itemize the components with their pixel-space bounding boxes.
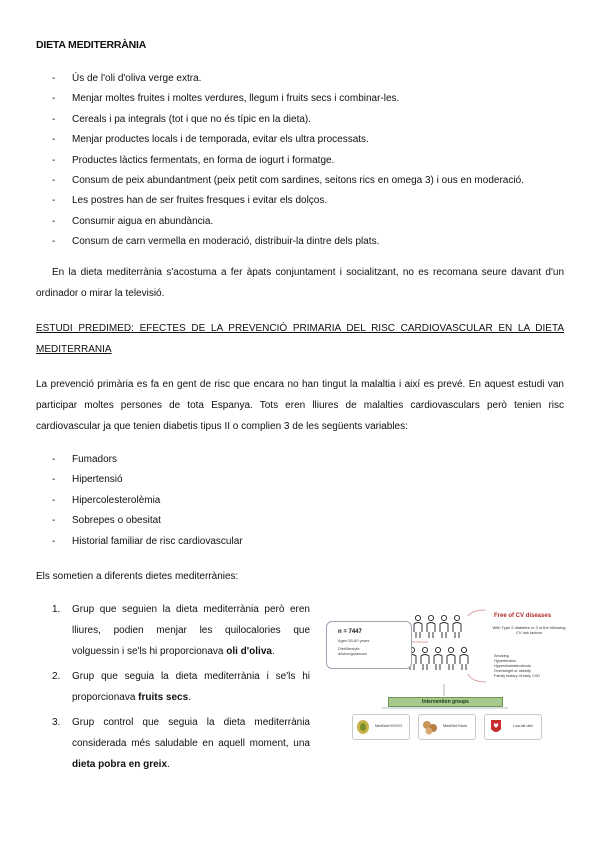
- group-highlight: fruits secs: [138, 692, 189, 703]
- group-card-evoo: [352, 714, 410, 740]
- risk-factor-bullets: [490, 654, 540, 679]
- risk-factor-bullet: Hypertension: [494, 659, 517, 663]
- person-icon: [434, 647, 442, 670]
- diet-item: [52, 154, 524, 174]
- group-card-nuts: [418, 714, 476, 740]
- dash-marker: -: [52, 73, 56, 84]
- diet-item-text: Consumir aigua en abundància.: [72, 215, 214, 227]
- diet-item-text: Menjar moltes fruites i moltes verdures, llegum i fruits secs i combinar-les.: [72, 93, 400, 105]
- group-list: [52, 599, 310, 775]
- person-icon: [421, 647, 429, 670]
- group-number: 3.: [52, 717, 61, 728]
- diet-item-text: Menjar productes locals i de temporada, evitar els ultra processats.: [72, 134, 369, 146]
- diet-item-text: Cereals i pa integrals (tot i que no és típic en la dieta).: [72, 113, 312, 125]
- dash-marker: -: [52, 93, 56, 105]
- diet-item: [52, 215, 524, 235]
- group-text: Grup que seguien la dieta mediterrània però eren lliures, podien menjar les quilocalories que volguessin i se'ls hi proporcionava: [72, 604, 310, 657]
- dash-marker: -: [52, 236, 56, 248]
- dash-marker: -: [52, 195, 56, 207]
- paragraph-study: La prevenció primària es fa en gent de risc que encara no han tingut la malaltia i així es prevé. En aquest estudi van participar moltes persones de tota Espanya. Tots eren lliures de malalties cardiovasculars però tenien risc cardiovascular ja que tenien diabetis tipus II o complien 3 de les següents variables:: [36, 379, 564, 432]
- people-icons: [408, 615, 468, 670]
- paragraph-meals: En la dieta mediterrània s'acostuma a fer àpats conjuntament i socialitzant, no es recomana seure davant d'un ordinador o mirar la televisió.: [36, 267, 564, 299]
- group-highlight: dieta pobra en greix: [72, 759, 168, 770]
- person-icon: [460, 647, 468, 670]
- free-of-cv-title: Free of CV diseases: [494, 613, 552, 619]
- group-label-evoo: MedDiet+EVOO: [375, 724, 403, 728]
- group-highlight: oli d'oliva: [226, 646, 272, 657]
- dash-marker: -: [52, 535, 56, 547]
- group-label-lowfat: Low-fat diet: [513, 724, 533, 728]
- group-item: [52, 666, 310, 708]
- age-label: Ages 55-80 years: [338, 638, 370, 643]
- person-icon: [427, 615, 435, 638]
- diet-item-text: Les postres han de ser fruites fresques i evitar els dolços.: [72, 195, 328, 207]
- dash-marker: -: [52, 515, 56, 527]
- person-icon: [453, 615, 461, 638]
- risk-criteria-text: With Type 2 diabetes or 3 of the following CV risk factors: [492, 625, 566, 635]
- diet-list: [52, 72, 524, 256]
- population-count: n = 7447: [338, 629, 362, 635]
- diet-advice-label: Diet/lifestyle: [338, 646, 360, 651]
- intervention-groups-box: Intervention groups: [388, 697, 503, 707]
- diet-item-text: Productes làctics fermentats, en forma de iogurt i formatge.: [72, 154, 335, 166]
- group-text-end: .: [167, 759, 170, 770]
- group-text-end: .: [188, 692, 191, 703]
- group-text-end: .: [271, 646, 275, 657]
- diet-item: [52, 72, 524, 92]
- risk-item-text: Sobrepes o obesitat: [72, 515, 161, 527]
- risk-item-text: Historial familiar de risc cardiovascular: [72, 535, 243, 547]
- group-card-lowfat: [484, 714, 542, 740]
- person-icon: [414, 615, 422, 638]
- dash-marker: -: [52, 174, 56, 186]
- study-heading-line1: ESTUDI PREDIMED: EFECTES DE LA PREVENCIÓ PRIMARIA DEL RISC CARDIOVASCULAR EN LA DIETA: [36, 323, 564, 334]
- risk-item: [52, 514, 243, 534]
- dash-marker: -: [52, 474, 56, 486]
- group-number: 1.: [52, 604, 61, 615]
- risk-list: [52, 453, 243, 555]
- risk-item: [52, 494, 243, 514]
- group-number: 2.: [52, 671, 61, 682]
- guidance-label: advice/guidance: [338, 651, 367, 656]
- diet-item-text: Consum de peix abundantment (peix petit com sardines, seitons rics en omega 3) i ous en moderació.: [72, 174, 524, 186]
- group-label-nuts: MedDiet+Nuts: [443, 724, 468, 728]
- paragraph-diets: Els sometien a diferents dietes mediterrànies:: [36, 571, 239, 582]
- dash-marker: -: [52, 215, 56, 227]
- diet-item: [52, 194, 524, 214]
- group-item: [52, 599, 310, 662]
- study-heading-line2: MEDITERRANIA: [36, 344, 112, 355]
- group-text: Grup control que seguia la dieta mediterrània considerada més saludable en aquell moment, una: [72, 717, 310, 749]
- group-text: Grup que seguia la dieta mediterrània i se'ls hi proporcionava: [72, 671, 310, 703]
- group-item: [52, 712, 310, 775]
- risk-item-text: Fumadors: [72, 454, 118, 465]
- risk-factor-bullet: Smoking: [494, 654, 509, 658]
- dash-marker: -: [52, 154, 56, 166]
- dash-marker: -: [52, 494, 56, 506]
- risk-item-text: Hipertensió: [72, 474, 123, 486]
- dash-marker: -: [52, 454, 56, 465]
- risk-item: [52, 473, 243, 493]
- diet-item: [52, 113, 524, 133]
- risk-factor-bullet: Hypercholesterolemia: [494, 664, 531, 668]
- page-title: DIETA MEDITERRÀNIA: [36, 39, 147, 51]
- diet-item: [52, 235, 524, 255]
- person-icon: [440, 615, 448, 638]
- person-icon: [447, 647, 455, 670]
- risk-factor-bullet: Family history of early CVD: [494, 674, 540, 678]
- risk-factor-bullet: Overweight or obesity: [494, 669, 531, 673]
- predimed-figure: [322, 604, 568, 746]
- diet-item: [52, 133, 524, 153]
- risk-item: [52, 535, 243, 555]
- risk-item: [52, 453, 243, 473]
- diet-item-text: Consum de carn vermella en moderació, distribuir-la dintre dels plats.: [72, 236, 380, 248]
- diet-item: [52, 92, 524, 112]
- dash-marker: -: [52, 113, 56, 125]
- diet-item: [52, 174, 524, 194]
- dash-marker: -: [52, 134, 56, 146]
- risk-item-text: Hipercolesterolèmia: [72, 494, 161, 506]
- diet-item-text: Ús de l'oli d'oliva verge extra.: [72, 73, 202, 84]
